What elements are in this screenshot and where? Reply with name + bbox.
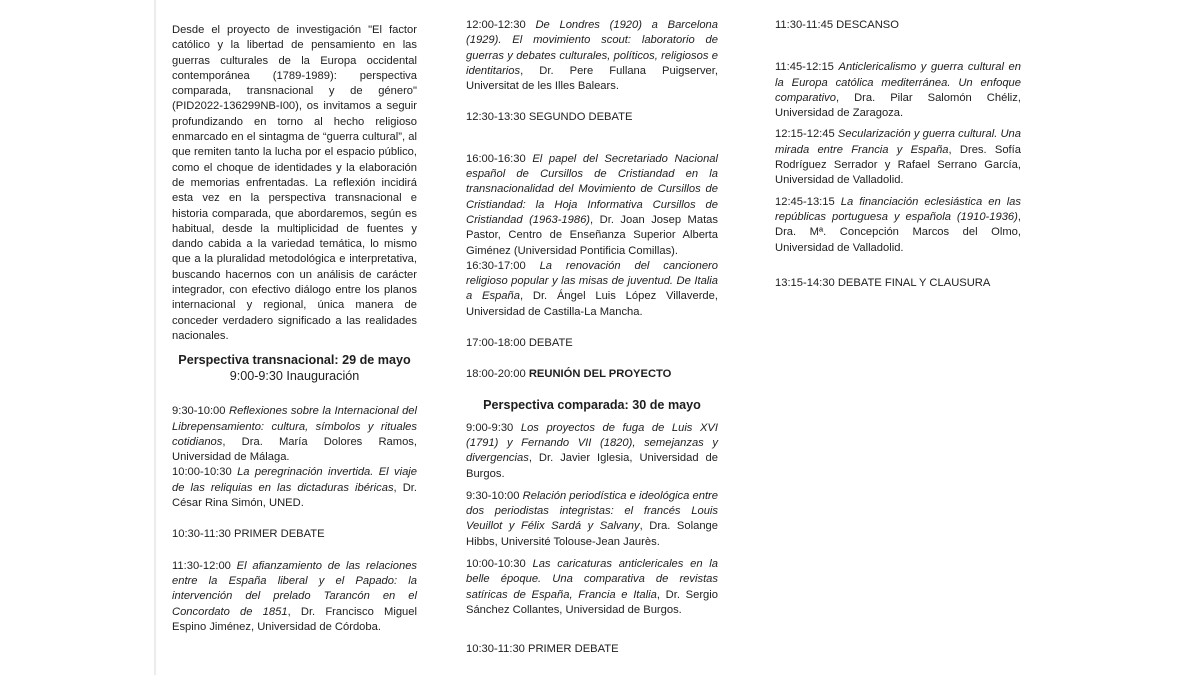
talk-item bbox=[466, 259, 718, 320]
talk-title: El afianzamiento de las relaciones entre la España liberal y el Papado: la intervención del prelado Tarancón en el Concordato de 1851 bbox=[172, 559, 418, 618]
talk-time: 16:30-17:00 bbox=[466, 259, 526, 272]
meeting-item bbox=[466, 367, 718, 382]
column-3 bbox=[775, 18, 1021, 291]
talk-speaker: , Dra. Solange Hibbs, Université Tolouse-Jean Jaurès. bbox=[466, 520, 718, 548]
talk-item bbox=[775, 195, 1021, 256]
talk-speaker: , Dr. César Rina Simón, UNED. bbox=[172, 481, 417, 510]
talk-time: 10:00-10:30 bbox=[466, 558, 526, 571]
talk-speaker: , Dr. Ángel Luis López Villaverde, Universidad de Castilla-La Mancha. bbox=[466, 290, 718, 318]
talk-speaker: , Dres. Sofía Rodríguez Serrador y Rafael Serrano García, Universidad de Valladolid. bbox=[775, 143, 1021, 187]
meeting-time: 18:00-20:00 bbox=[466, 368, 526, 381]
talk-title: De Londres (1920) a Barcelona (1929). El movimiento scout: laboratorio de guerras y debates culturales, políticos, religiosos e identitarios bbox=[466, 19, 719, 77]
talk-speaker: , Dr. Javier Iglesia, Universidad de Burgos. bbox=[466, 452, 718, 480]
day1-heading: Perspectiva transnacional: 29 de mayo bbox=[178, 353, 411, 368]
talk-item bbox=[172, 465, 417, 511]
talk-time: 16:00-16:30 bbox=[466, 152, 526, 165]
talk-item bbox=[775, 127, 1021, 188]
talk-title: Relación periodística e ideológica entre dos periodistas integristas: el francés Louis Veuillot y Félix Sardá y Salvany bbox=[466, 489, 719, 533]
talk-item bbox=[466, 18, 718, 94]
talk-time: 9:00-9:30 bbox=[466, 421, 514, 434]
talk-item bbox=[466, 152, 718, 259]
page-edge bbox=[154, 0, 156, 675]
debate-item: 10:30-11:30 PRIMER DEBATE bbox=[466, 643, 619, 656]
talk-time: 12:45-13:15 bbox=[775, 195, 835, 208]
talk-title: Secularización y guerra cultural. Una mirada entre Francia y España bbox=[775, 128, 1021, 156]
closing-item: 13:15-14:30 DEBATE FINAL Y CLAUSURA bbox=[775, 276, 991, 289]
talk-title: Los proyectos de fuga de Luis XVI (1791) y Fernando VII (1820), semejanzas y divergencias bbox=[466, 421, 718, 465]
talk-speaker: , Dra. María Dolores Ramos, Universidad de Málaga. bbox=[172, 435, 417, 464]
talk-speaker: , Dra. Mª. Concepción Marcos del Olmo, Universidad de Valladolid. bbox=[775, 210, 1021, 254]
talk-title: Anticlericalismo y guerra cultural en la Europa católica mediterránea. Un enfoque comparativo bbox=[775, 61, 1021, 104]
day1-opening: 9:00-9:30 Inauguración bbox=[229, 369, 360, 384]
talk-title: Las caricaturas anticlericales en la belle époque. Una comparativa de revistas satíricas de España, Francia e Italia bbox=[466, 558, 718, 601]
day2-heading: Perspectiva comparada: 30 de mayo bbox=[483, 397, 701, 412]
talk-time: 12:15-12:45 bbox=[775, 128, 835, 141]
talk-title: Reflexiones sobre la Internacional del Librepensamiento: cultura, símbolos y rituales cotidianos bbox=[172, 405, 418, 448]
meeting-label: REUNIÓN DEL PROYECTO bbox=[528, 368, 672, 381]
talk-speaker: , Dr. Sergio Sánchez Collantes, Universidad de Burgos. bbox=[466, 588, 718, 616]
column-2 bbox=[466, 18, 718, 658]
talk-item bbox=[172, 404, 417, 465]
debate-item: 17:00-18:00 DEBATE bbox=[466, 337, 573, 350]
talk-time: 12:00-12:30 bbox=[466, 19, 526, 31]
talk-item bbox=[466, 557, 718, 618]
intro-paragraph: Desde el proyecto de investigación "El factor católico y la libertad de pensamiento en las guerras culturales de la Europa occidental contemporánea (1789-1989): perspectiva comparada, transnacional y de género" (PID2022-136299NB-I00), os invitamos a seguir profundizando en torno al hecho religioso enmarcado en el sintagma de “guerra cultural”, al que remiten tanto la lucha por el espacio público, como el choque de identidades y la elaboración de memorias enfrentadas. La reflexión incidirá esta vez en la perspectiva transnacional e historia comparada, que abordaremos, según es habitual, desde la multiplicidad de fuentes y dando cabida a la variedad temática, lo mismo que a la pluralidad metodológica e interpretativa, buscando hacernos con un análisis de carácter integrador, con efectivo diálogo entre los planos internacional y regional, única manera de conceder verdadero significado a las realidades nacionales. bbox=[172, 24, 417, 342]
talk-speaker: , Dr. Joan Josep Matas Pastor, Centro de Enseñanza Superior Alberta Giménez (Universidad Pontificia Comillas). bbox=[466, 213, 718, 257]
talk-time: 11:45-12:15 bbox=[775, 61, 834, 74]
debate-item: 10:30-11:30 PRIMER DEBATE bbox=[172, 528, 325, 541]
talk-time: 9:30-10:00 bbox=[466, 489, 520, 502]
talk-time: 9:30-10:00 bbox=[172, 405, 226, 418]
talk-item bbox=[466, 489, 718, 550]
break-item: 11:30-11:45 DESCANSO bbox=[775, 19, 899, 31]
talk-time: 10:00-10:30 bbox=[172, 466, 232, 479]
talk-time: 11:30-12:00 bbox=[172, 559, 231, 572]
talk-speaker: , Dr. Pere Fullana Puigserver, Universitat de les Illes Balears. bbox=[466, 64, 718, 93]
talk-speaker: , Dra. Pilar Salomón Chéliz, Universidad de Zaragoza. bbox=[775, 91, 1021, 120]
talk-title: La peregrinación invertida. El viaje de las reliquias en las dictaduras ibéricas bbox=[172, 466, 417, 494]
talk-item bbox=[775, 60, 1021, 121]
talk-title: El papel del Secretariado Nacional español de Cursillos de Cristiandad en la transnacionalidad del Movimiento de Cursillos de Cristiandad: la Hoja Informativa Cursillos de Cristiandad (1963-1986) bbox=[466, 152, 719, 226]
talk-item bbox=[466, 421, 718, 482]
talk-item bbox=[172, 559, 417, 635]
talk-title: La financiación eclesiástica en las repúblicas portuguesa y española (1910-1936) bbox=[775, 195, 1021, 223]
talk-title: La renovación del cancionero religioso popular y las misas de juventud. De Italia a España bbox=[466, 259, 718, 303]
column-1 bbox=[172, 23, 417, 635]
debate-item: 12:30-13:30 SEGUNDO DEBATE bbox=[466, 111, 633, 124]
talk-speaker: , Dr. Francisco Miguel Espino Jiménez, Universidad de Córdoba. bbox=[172, 605, 417, 633]
